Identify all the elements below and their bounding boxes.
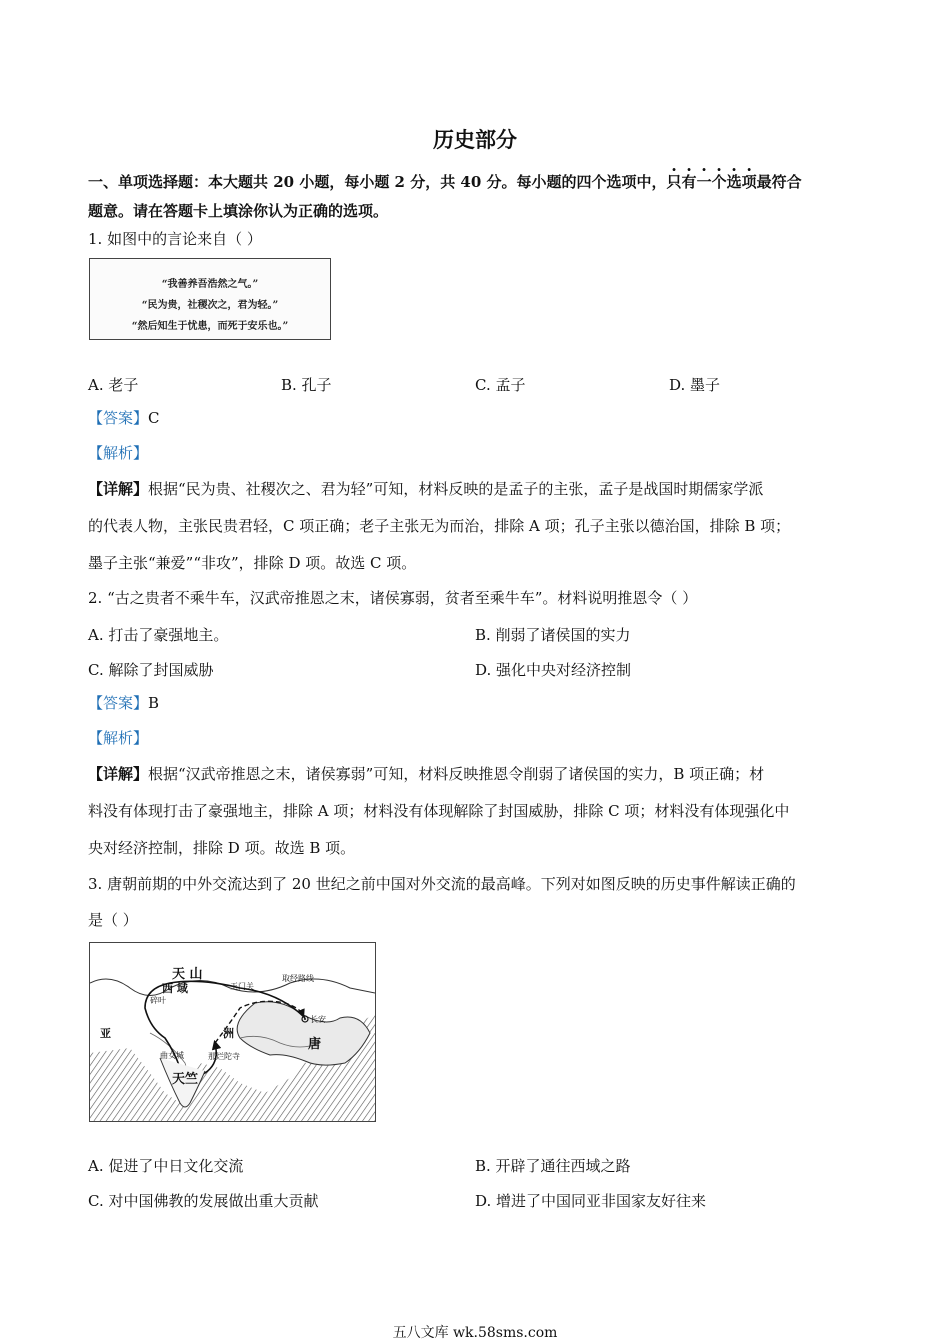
- q2-option-b: B. 削弱了诸侯国的实力: [475, 626, 631, 644]
- map-label-yumenguan: 玉门关: [230, 982, 254, 991]
- q2-analysis-tag: 【解析】: [88, 729, 149, 747]
- q2-option-d: D. 强化中央对经济控制: [475, 661, 632, 679]
- tang-territory: [237, 1002, 370, 1065]
- changan-marker-dot: [304, 1018, 306, 1020]
- detail-text: 根据“汉武帝推恩之末，诸侯寡弱”可知，材料反映推恩令削弱了诸侯国的实力，B 项正确；材: [148, 765, 765, 783]
- map-label-nalanduo: 那烂陀寺: [208, 1052, 240, 1061]
- q1-analysis-tag: 【解析】: [88, 444, 149, 462]
- instructions-text: 一、单项选择题：本大题共 20 小题，每小题 2 分，共 40 分。每小题的四个选项中，: [88, 173, 667, 191]
- emphasis-char: 个: [711, 173, 727, 191]
- q1-detail-line-3: 墨子主张“兼爱”“非攻”，排除 D 项。故选 C 项。: [88, 554, 417, 572]
- q1-detail-line-1: [88, 480, 868, 498]
- page-footer: 五八文库 wk.58sms.com: [392, 1325, 558, 1341]
- quote-line: “民为贵，社稷次之，君为轻。”: [141, 300, 279, 311]
- q1-quote-image: [89, 258, 331, 340]
- emphasis-char: 只: [666, 173, 682, 191]
- q3-option-a: A. 促进了中日文化交流: [88, 1157, 244, 1175]
- map-label-zhou: 洲: [223, 1027, 234, 1040]
- q3-option-d: D. 增进了中国同亚非国家友好往来: [475, 1192, 707, 1210]
- q2-detail-line-2: 料没有体现打击了豪强地主，排除 A 项；材料没有体现解除了封国威胁，排除 C 项；材料没有体现强化中: [88, 802, 790, 820]
- map-label-tang: 唐: [308, 1037, 322, 1052]
- q1-detail-line-2: 的代表人物，主张民贵君轻，C 项正确；老子主张无为而治，排除 A 项；孔子主张以德治国，排除 B 项；: [88, 517, 791, 535]
- q1-answer: [88, 409, 868, 427]
- map-label-suiye: 碎叶: [150, 996, 166, 1005]
- emphasis-char: 项: [741, 173, 757, 191]
- q1-stem: 1. 如图中的言论来自（ ）: [88, 230, 262, 248]
- q2-option-c: C. 解除了封国威胁: [88, 661, 214, 679]
- answer-value: B: [148, 694, 160, 712]
- q3-stem-line-2: 是（ ）: [88, 911, 138, 929]
- map-label-xiyu: 西 域: [162, 982, 188, 995]
- q3-option-b: B. 开辟了通往西域之路: [475, 1157, 631, 1175]
- q3-map-image: [89, 942, 376, 1122]
- instructions-line-2: 题意。请在答题卡上填涂你认为正确的选项。: [88, 202, 389, 220]
- map-label-ya: 亚: [100, 1027, 111, 1040]
- detail-tag: 【详解】: [88, 480, 149, 498]
- detail-tag: 【详解】: [88, 765, 149, 783]
- map-label-tianzhu: 天竺: [172, 1072, 199, 1087]
- answer-tag: 【答案】: [88, 694, 149, 712]
- map-label-changan: 长安: [310, 1015, 326, 1024]
- answer-value: C: [148, 409, 160, 427]
- emphasis-char: 有: [681, 173, 697, 191]
- q3-option-c: C. 对中国佛教的发展做出重大贡献: [88, 1192, 319, 1210]
- detail-text: 根据“民为贵、社稷次之、君为轻”可知，材料反映的是孟子的主张，孟子是战国时期儒家学派: [148, 480, 764, 498]
- emphasis-char: 选: [726, 173, 742, 191]
- q1-option-a: A. 老子: [88, 376, 139, 394]
- section-title: 历史部分: [433, 127, 517, 152]
- answer-tag: 【答案】: [88, 409, 149, 427]
- q1-option-c: C. 孟子: [475, 376, 526, 394]
- map-label-tianshan: 天 山: [172, 967, 203, 982]
- map-label-route: 取经路线: [282, 974, 314, 983]
- emphasis-char: 一: [696, 173, 712, 191]
- q1-option-d: D. 墨子: [669, 376, 721, 394]
- q3-stem-line-1: 3. 唐朝前期的中外交流达到了 20 世纪之前中国对外交流的最高峰。下列对如图反映的历史事件解读正确的: [88, 875, 796, 893]
- q1-option-b: B. 孔子: [281, 376, 332, 394]
- quote-line: “然后知生于忧患，而死于安乐也。”: [131, 321, 289, 332]
- q2-answer: [88, 694, 868, 712]
- q2-stem: 2. “古之贵者不乘牛车，汉武帝推恩之末，诸侯寡弱，贫者至乘牛车”。材料说明推恩令（ ）: [88, 589, 698, 607]
- q2-detail-line-3: 央对经济控制，排除 D 项。故选 B 项。: [88, 839, 356, 857]
- q2-detail-line-1: [88, 765, 868, 783]
- instructions-text: 最符合: [756, 173, 802, 191]
- q2-option-a: A. 打击了豪强地主。: [88, 626, 229, 644]
- quote-line: “我善养吾浩然之气。”: [161, 279, 259, 290]
- map-label-qunvcheng: 曲女城: [160, 1051, 184, 1060]
- instructions-line-1: [88, 173, 868, 191]
